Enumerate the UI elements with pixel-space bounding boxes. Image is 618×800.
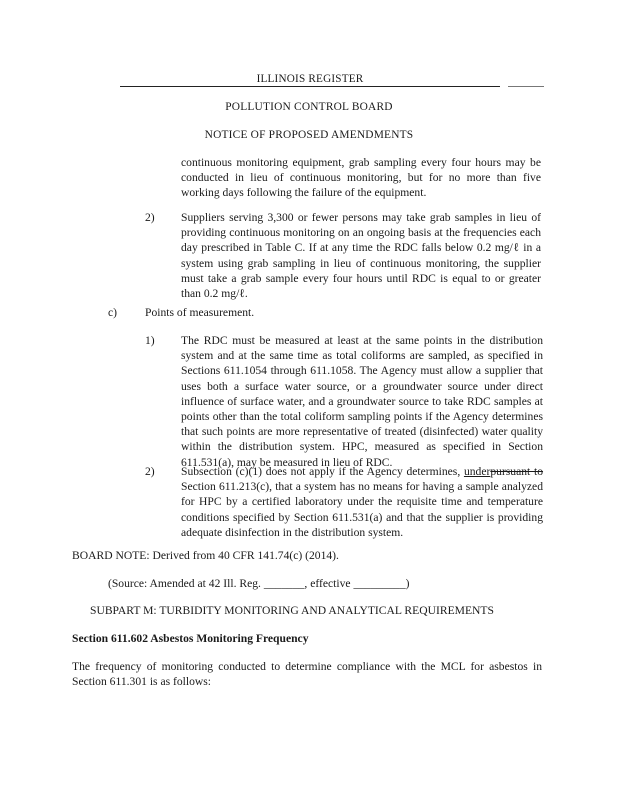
c1-paragraph: The RDC must be measured at least at the same points in the distribution system and at the same time as total coliforms are sampled, as specified in Sections 611.1054 through 611.1058. The Agency must allow a supplier that uses both a surface water source, or a groundwater source under direct influence of surface water, and a groundwater source to take RDC samples at points other than the total coliform sampling points if the Agency determines that such points are more representative of treated (disinfected) water quality within the distribution system. HPC, measured as specified in Section 611.531(a), may be measured in lieu of RDC. [181, 334, 543, 469]
notice-title: NOTICE OF PROPOSED AMENDMENTS [204, 129, 414, 141]
c1-marker: 1) [145, 334, 155, 347]
header-rule [120, 86, 500, 87]
c2-deleted-text: pursuant to [490, 465, 544, 478]
source-blank: _________ [353, 577, 406, 590]
c2-text-b: Section 611.213(c), that a system has no means for having a sample analyzed for HPC by a certified laboratory under the requisite time and temperature conditions specified by Section 611.531(a) and that the supplier is providing adequate disinfection in the distribution system. [181, 480, 543, 539]
header-rule-short [508, 86, 544, 87]
c2-marker: 2) [145, 465, 155, 478]
source-text-a: (Source: Amended at 42 Ill. Reg. _______, effective [108, 577, 354, 590]
subpart-heading: SUBPART M: TURBIDITY MONITORING AND ANALYTICAL REQUIREMENTS [90, 604, 494, 617]
final-paragraph: The frequency of monitoring conducted to determine compliance with the MCL for asbestos in Section 611.301 is as follows: [72, 660, 542, 689]
section-heading: Section 611.602 Asbestos Monitoring Frequency [72, 632, 309, 645]
item-2-marker: 2) [145, 211, 155, 224]
source-line [108, 576, 410, 591]
section-c-marker: c) [108, 306, 118, 319]
board-note: BOARD NOTE: Derived from 40 CFR 141.74(c) (2014). [72, 549, 339, 562]
c2-paragraph [181, 464, 543, 540]
board-title: POLLUTION CONTROL BOARD [225, 101, 393, 113]
continuation-paragraph: continuous monitoring equipment, grab sampling every four hours may be conducted in lieu of continuous monitoring, but for no more than five working days following the failure of the equipment. [181, 156, 541, 200]
item-2-paragraph: Suppliers serving 3,300 or fewer persons may take grab samples in lieu of providing continuous monitoring on an ongoing basis at the frequencies each day prescribed in Table C. If at any time the RDC falls below 0.2 mg/ℓ in a system using grab sampling in lieu of continuous monitoring, the supplier must take a grab sample every four hours until RDC is equal to or greater than 0.2 mg/ℓ. [181, 211, 541, 301]
c2-text-a: Subsection (c)(1) does not apply if the Agency determines, [181, 465, 464, 478]
c2-inserted-text: under [463, 465, 491, 478]
register-title: ILLINOIS REGISTER [256, 73, 364, 85]
section-c-title: Points of measurement. [145, 306, 255, 319]
source-text-b: ) [405, 577, 410, 590]
